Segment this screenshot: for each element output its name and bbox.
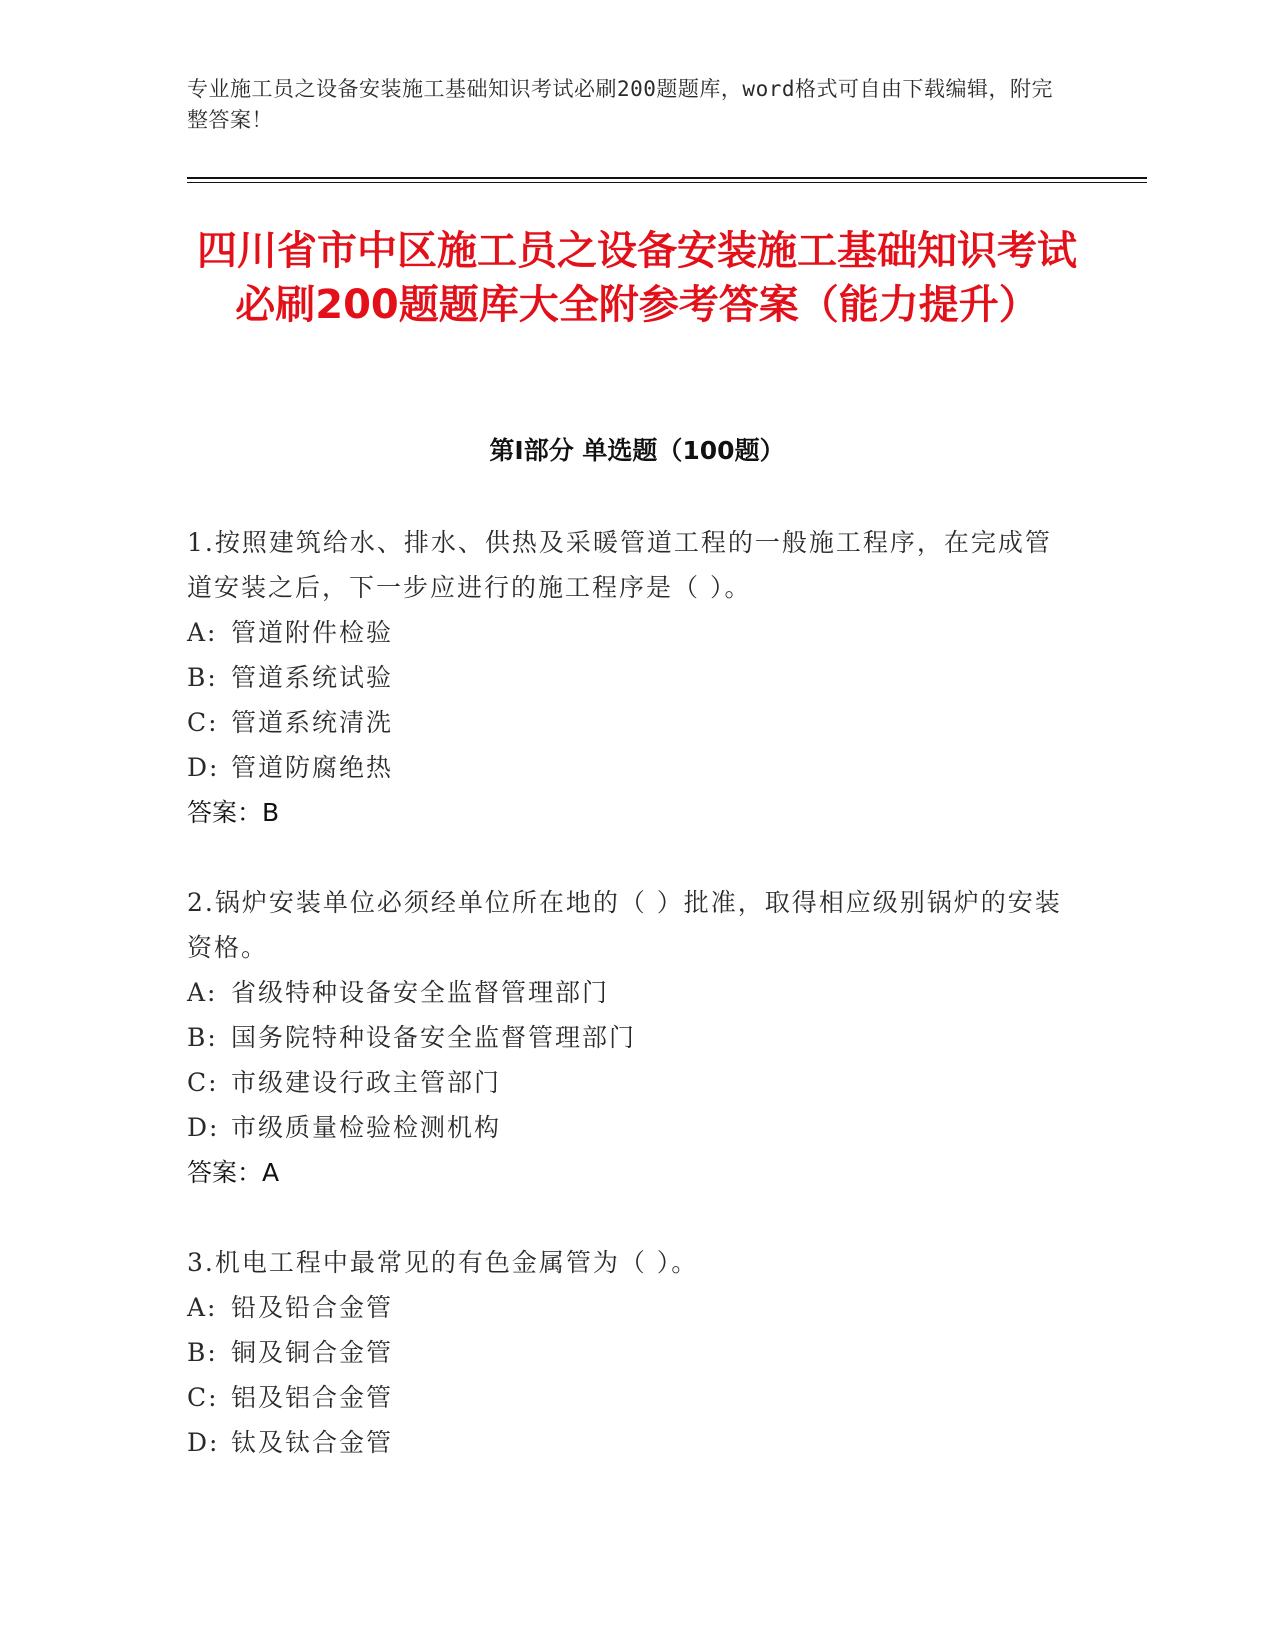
option-letter: A: <box>187 978 218 1007</box>
question-stem: 2.锅炉安装单位必须经单位所在地的（ ）批准，取得相应级别锅炉的安装资格。 <box>187 888 1062 962</box>
option-letter: B: <box>187 1338 218 1367</box>
document-title: 四川省市中区施工员之设备安装施工基础知识考试必刷200题题库大全附参考答案（能力提升） <box>197 228 1077 328</box>
option-letter: D: <box>187 753 220 782</box>
header-divider-thick <box>187 177 1147 179</box>
option-text: 管道系统清洗 <box>231 708 394 737</box>
section-heading: 第I部分 单选题（100题） <box>489 436 785 465</box>
option-letter: D: <box>187 1428 220 1457</box>
option-d <box>187 745 1067 790</box>
option-letter: A: <box>187 1293 218 1322</box>
option-a <box>187 1285 1067 1330</box>
question-stem: 3.机电工程中最常见的有色金属管为（ ）。 <box>187 1248 699 1277</box>
option-letter: C: <box>187 1383 219 1412</box>
header-divider-thin <box>187 182 1147 183</box>
option-c <box>187 1060 1067 1105</box>
option-d <box>187 1420 1067 1465</box>
option-text: 铜及铜合金管 <box>231 1338 394 1367</box>
option-text: 管道附件检验 <box>231 618 394 647</box>
option-text: 管道系统试验 <box>231 663 394 692</box>
option-text: 铝及铝合金管 <box>231 1383 394 1412</box>
option-c <box>187 700 1067 745</box>
option-d <box>187 1105 1067 1150</box>
question-item <box>187 520 1067 835</box>
option-a <box>187 970 1067 1015</box>
header-note: 专业施工员之设备安装施工基础知识考试必刷200题题库，word格式可自由下载编辑，附完整答案！ <box>187 77 1053 132</box>
question-item <box>187 880 1067 1195</box>
option-b <box>187 1015 1067 1060</box>
option-letter: A: <box>187 618 218 647</box>
answer-line: 答案：B <box>187 798 280 827</box>
option-c <box>187 1375 1067 1420</box>
question-stem: 1.按照建筑给水、排水、供热及采暖管道工程的一般施工程序，在完成管道安装之后，下一步应进行的施工程序是（ ）。 <box>187 528 1052 602</box>
option-text: 铅及铅合金管 <box>231 1293 394 1322</box>
option-letter: D: <box>187 1113 220 1142</box>
question-item <box>187 1240 1067 1465</box>
question-list <box>187 520 1067 1510</box>
option-text: 省级特种设备安全监督管理部门 <box>231 978 610 1007</box>
answer-line: 答案：A <box>187 1158 280 1187</box>
option-text: 市级质量检验检测机构 <box>231 1113 502 1142</box>
option-text: 国务院特种设备安全监督管理部门 <box>231 1023 637 1052</box>
option-b <box>187 1330 1067 1375</box>
option-letter: B: <box>187 1023 218 1052</box>
option-text: 管道防腐绝热 <box>231 753 394 782</box>
option-text: 市级建设行政主管部门 <box>231 1068 502 1097</box>
option-letter: C: <box>187 1068 219 1097</box>
option-a <box>187 610 1067 655</box>
option-letter: C: <box>187 708 219 737</box>
option-text: 钛及钛合金管 <box>231 1428 394 1457</box>
option-letter: B: <box>187 663 218 692</box>
option-b <box>187 655 1067 700</box>
